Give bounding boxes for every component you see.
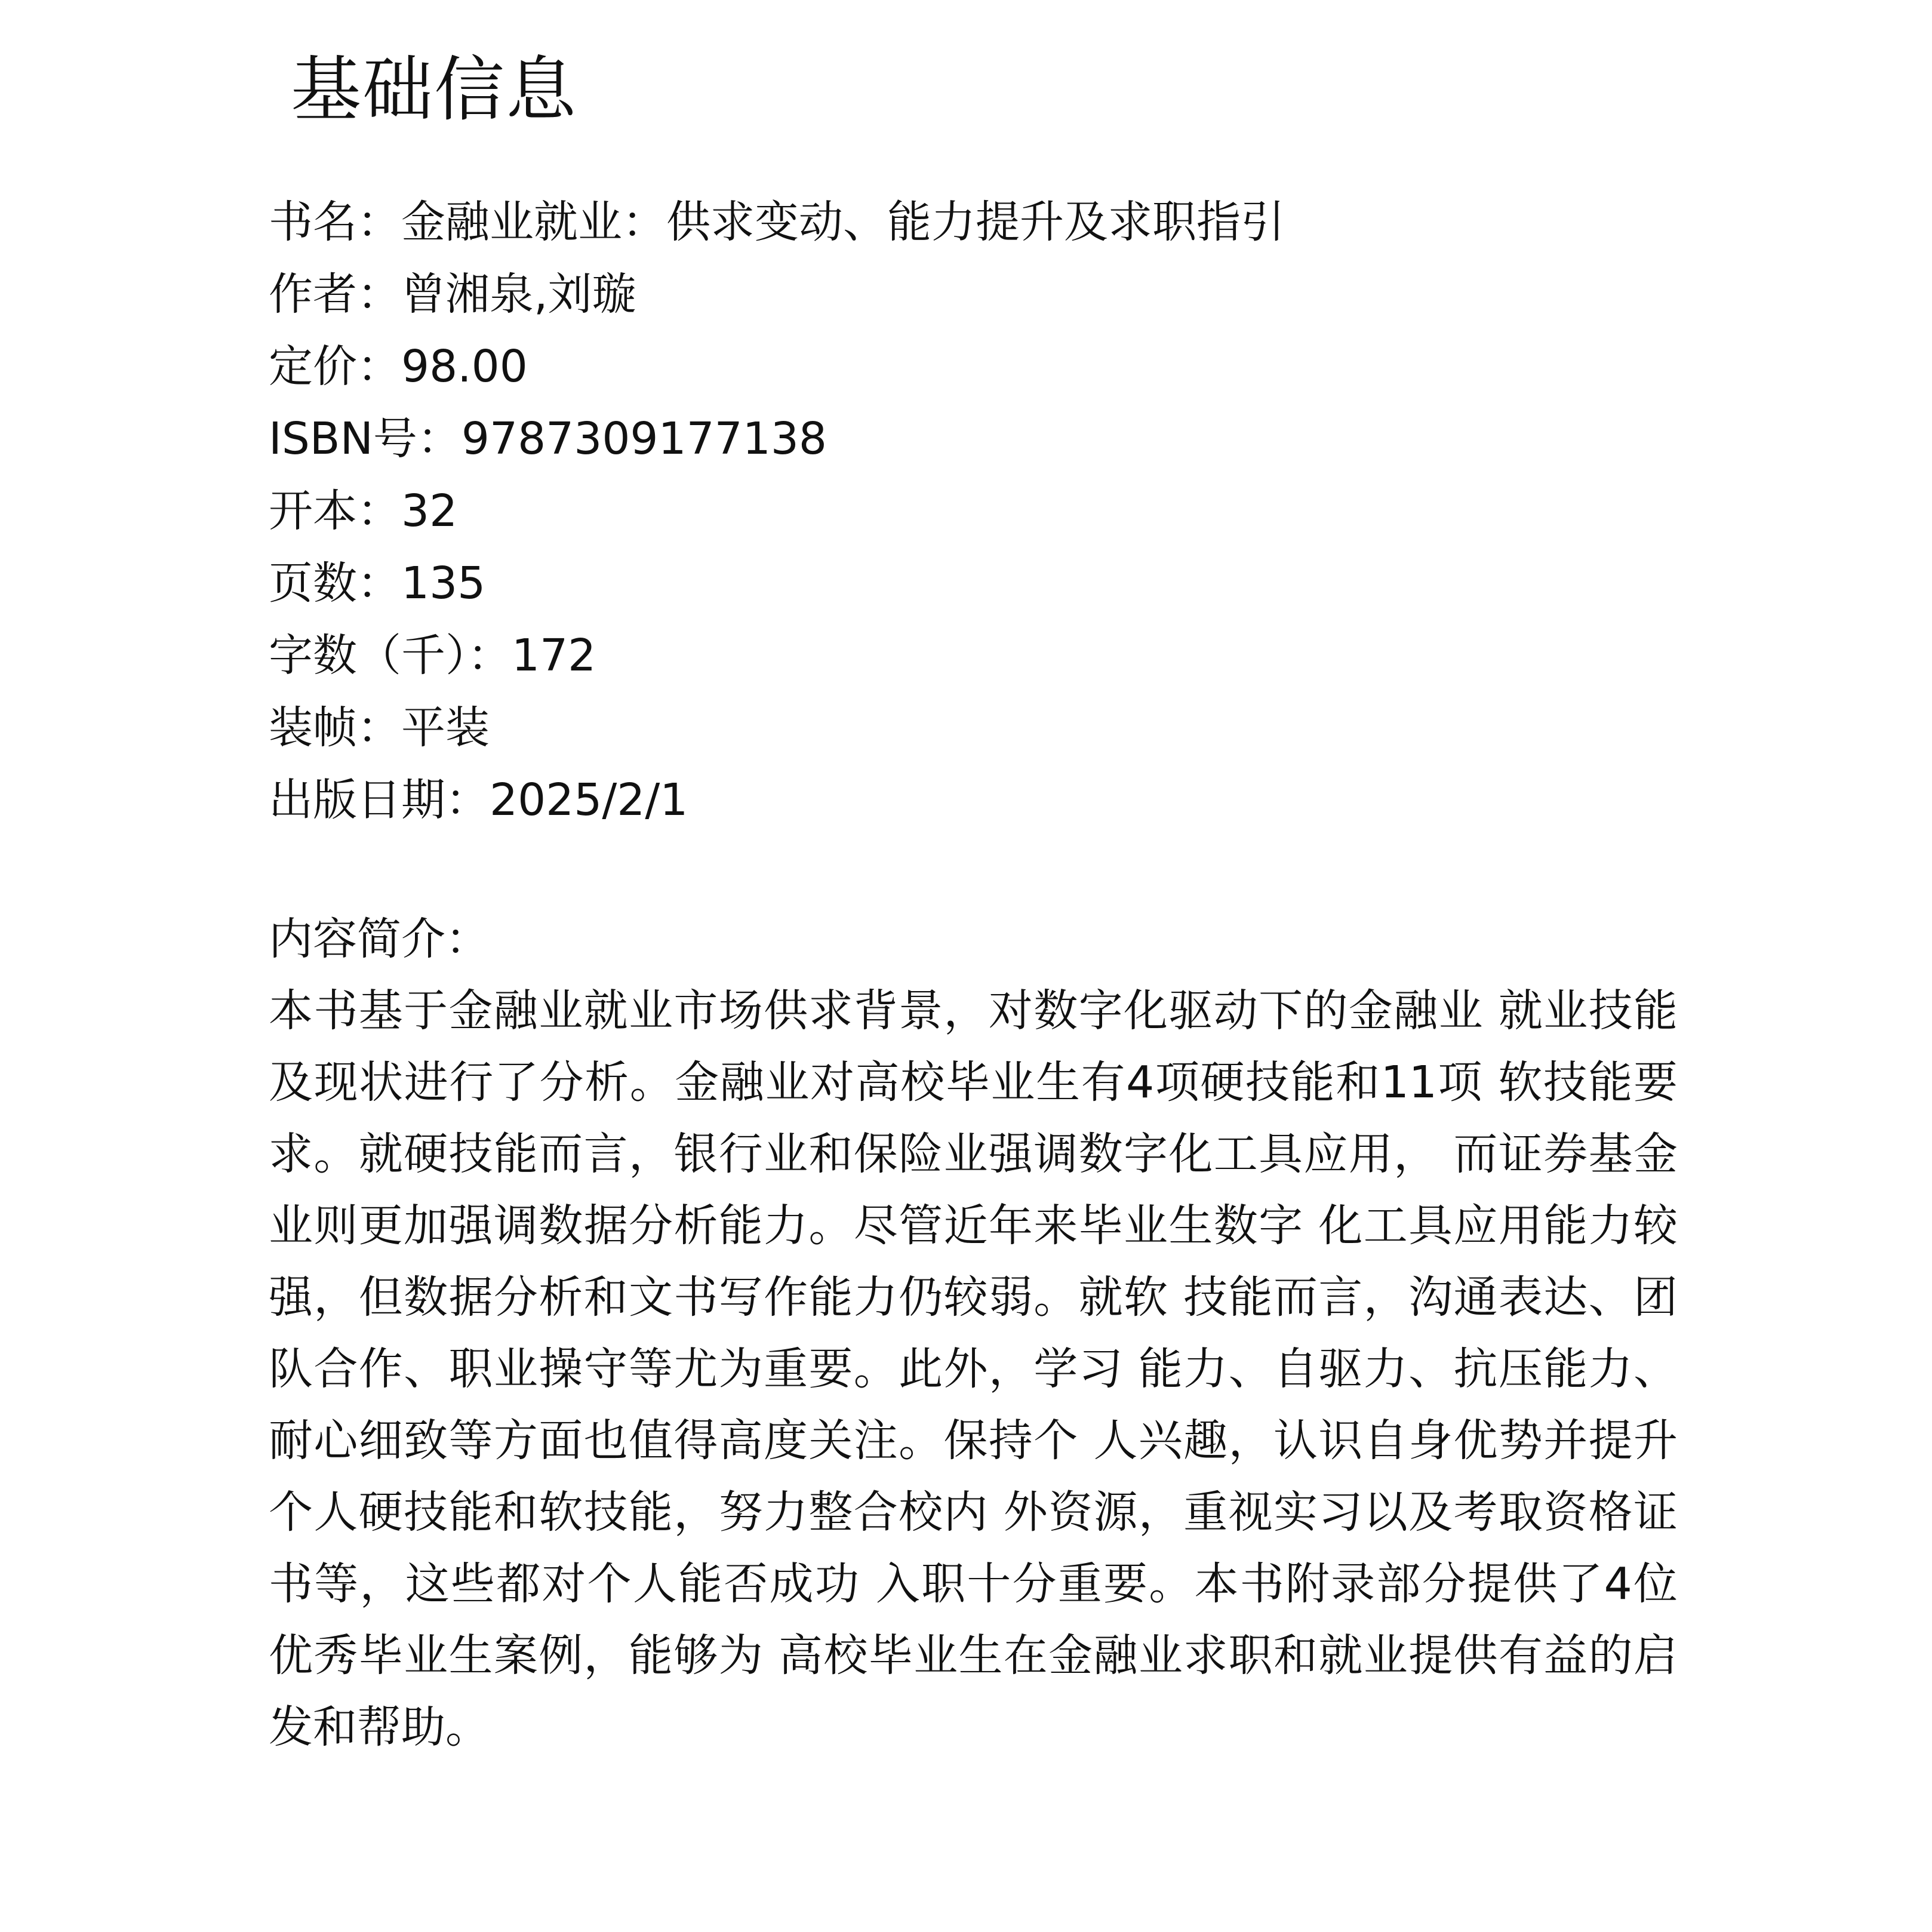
- info-label: 装帧：: [269, 702, 401, 753]
- info-value: 2025/2/1: [490, 774, 688, 826]
- info-label: 开本：: [269, 485, 401, 537]
- info-value: 曾湘泉,刘璇: [401, 269, 636, 320]
- info-value: 32: [401, 485, 458, 537]
- summary-text: 本书基于金融业就业市场供求背景，对数字化驱动下的金融业 就业技能及现状进行了分析。金融业对高校毕业生有4项硬技能和11项 软技能要求。就硬技能而言，银行业和保险业强调数字化工具应用， 而证券基金业则更加强调数据分析能力。尽管近年来毕业生数字 化工具应用能力较强，但数据分析和文书写作能力仍较弱。就软 技能而言，沟通表达、团队合作、职业操守等尤为重要。此外，学习 能力、自驱力、抗压能力、耐心细致等方面也值得高度关注。保持个 人兴趣，认识自身优势并提升个人硬技能和软技能，努力整合校内 外资源，重视实习以及考取资格证书等，这些都对个人能否成功 入职十分重要。本书附录部分提供了4位优秀毕业生案例，能够为 高校毕业生在金融业求职和就业提供有益的启发和帮助。: [269, 985, 1678, 1753]
- info-label: 字数（千）：: [269, 630, 512, 681]
- info-value: 平装: [401, 702, 490, 753]
- info-row-word-count: [269, 620, 1285, 692]
- page-title: 基础信息: [291, 48, 578, 131]
- info-label: 作者：: [269, 269, 401, 320]
- info-label: 书名：: [269, 196, 401, 248]
- info-label: ISBN号：: [269, 413, 462, 464]
- info-row-author: [269, 259, 1285, 331]
- summary-label: 内容简介：: [269, 913, 490, 965]
- info-value: 172: [512, 630, 596, 681]
- info-row-isbn: [269, 403, 1285, 475]
- content-summary: [269, 903, 1678, 1763]
- info-row-binding: [269, 692, 1285, 764]
- info-value: 金融业就业：供求变动、能力提升及求职指引: [401, 196, 1285, 248]
- info-row-price: [269, 331, 1285, 403]
- info-label: 出版日期：: [269, 774, 490, 826]
- info-row-format: [269, 475, 1285, 547]
- info-row-publish-date: [269, 764, 1285, 836]
- info-value: 9787309177138: [461, 413, 827, 464]
- book-info-list: [269, 186, 1285, 836]
- info-label: 页数：: [269, 558, 401, 609]
- info-row-pages: [269, 547, 1285, 620]
- info-label: 定价：: [269, 341, 401, 392]
- info-row-title: [269, 186, 1285, 259]
- info-value: 135: [401, 558, 486, 609]
- info-value: 98.00: [401, 341, 528, 392]
